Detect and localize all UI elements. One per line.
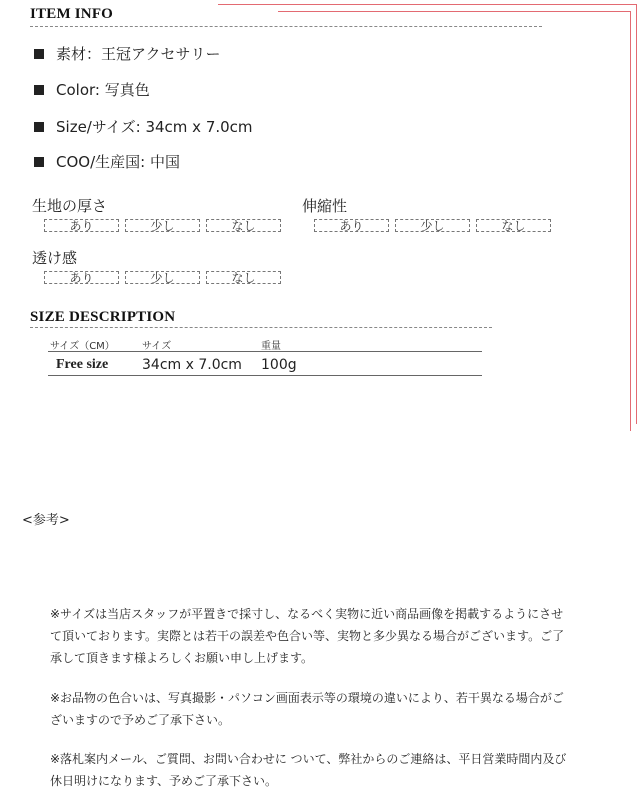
- reference-note-color: [50, 687, 570, 731]
- info-row-size: [34, 116, 253, 137]
- option-stretch-yes: あり: [314, 219, 389, 232]
- info-text: COO/生産国: 中国: [56, 153, 180, 171]
- size-table-header-weight: 重量: [261, 341, 281, 352]
- size-table-cell-dimensions: 34cm x 7.0cm: [142, 357, 242, 373]
- size-table-cell-weight: 100g: [261, 357, 297, 373]
- attr-label-thickness: 生地の厚さ: [32, 197, 108, 215]
- square-bullet-icon: [34, 49, 44, 59]
- reference-note-contact: [50, 748, 570, 792]
- size-description-title: SIZE DESCRIPTION: [30, 309, 176, 325]
- size-table-header-size: サイズ: [142, 341, 172, 352]
- info-text: Size/サイズ: 34cm x 7.0cm: [56, 118, 253, 136]
- decorative-red-line-inner-right: [630, 11, 631, 431]
- reference-label: <参考>: [22, 513, 70, 528]
- option-thickness-little: 少し: [125, 219, 200, 232]
- item-info-title: ITEM INFO: [30, 6, 114, 22]
- option-sheer-little: 少し: [125, 271, 200, 284]
- info-text: Color: 写真色: [56, 81, 150, 99]
- info-row-material: [34, 43, 221, 64]
- size-table-header-rule: [48, 351, 482, 352]
- reference-note-size: [50, 603, 570, 669]
- option-sheer-yes: あり: [44, 271, 119, 284]
- option-stretch-none: なし: [476, 219, 551, 232]
- note-text: ※サイズは当店スタッフが平置きで採寸し、なるべく実物に近い商品画像を掲載するようにさせて頂いております。実際とは若干の誤差や色合い等、実物と多少異なる場合がございます。ご了承して頂きます様よろしくお願い申し上げます。: [50, 607, 565, 665]
- decorative-red-line-top: [218, 4, 636, 5]
- info-row-color: [34, 79, 150, 100]
- decorative-red-line-right: [636, 4, 637, 424]
- option-sheer-none: なし: [206, 271, 281, 284]
- option-thickness-none: なし: [206, 219, 281, 232]
- item-info-divider: [30, 26, 542, 27]
- decorative-red-line-inner: [278, 11, 630, 12]
- note-text: ※お品物の色合いは、写真撮影・パソコン画面表示等の環境の違いにより、若干異なる場合がございますので予めご了承下さい。: [50, 691, 564, 727]
- size-description-divider: [30, 327, 492, 328]
- size-table-cell-size-name: Free size: [56, 357, 109, 372]
- square-bullet-icon: [34, 157, 44, 167]
- square-bullet-icon: [34, 85, 44, 95]
- attr-label-stretch: 伸縮性: [302, 197, 348, 215]
- size-table-row-rule: [48, 375, 482, 376]
- option-thickness-yes: あり: [44, 219, 119, 232]
- square-bullet-icon: [34, 122, 44, 132]
- size-table-header-size-cm: サイズ（CM）: [50, 341, 115, 352]
- info-row-coo: [34, 151, 180, 172]
- info-text: 素材：王冠アクセサリー: [56, 45, 221, 63]
- note-text: ※落札案内メール、ご質問、お問い合わせに ついて、弊社からのご連絡は、平日営業時間内及び休日明けになります、予めご了承下さい。: [50, 752, 567, 788]
- attr-label-sheer: 透け感: [32, 249, 78, 267]
- option-stretch-little: 少し: [395, 219, 470, 232]
